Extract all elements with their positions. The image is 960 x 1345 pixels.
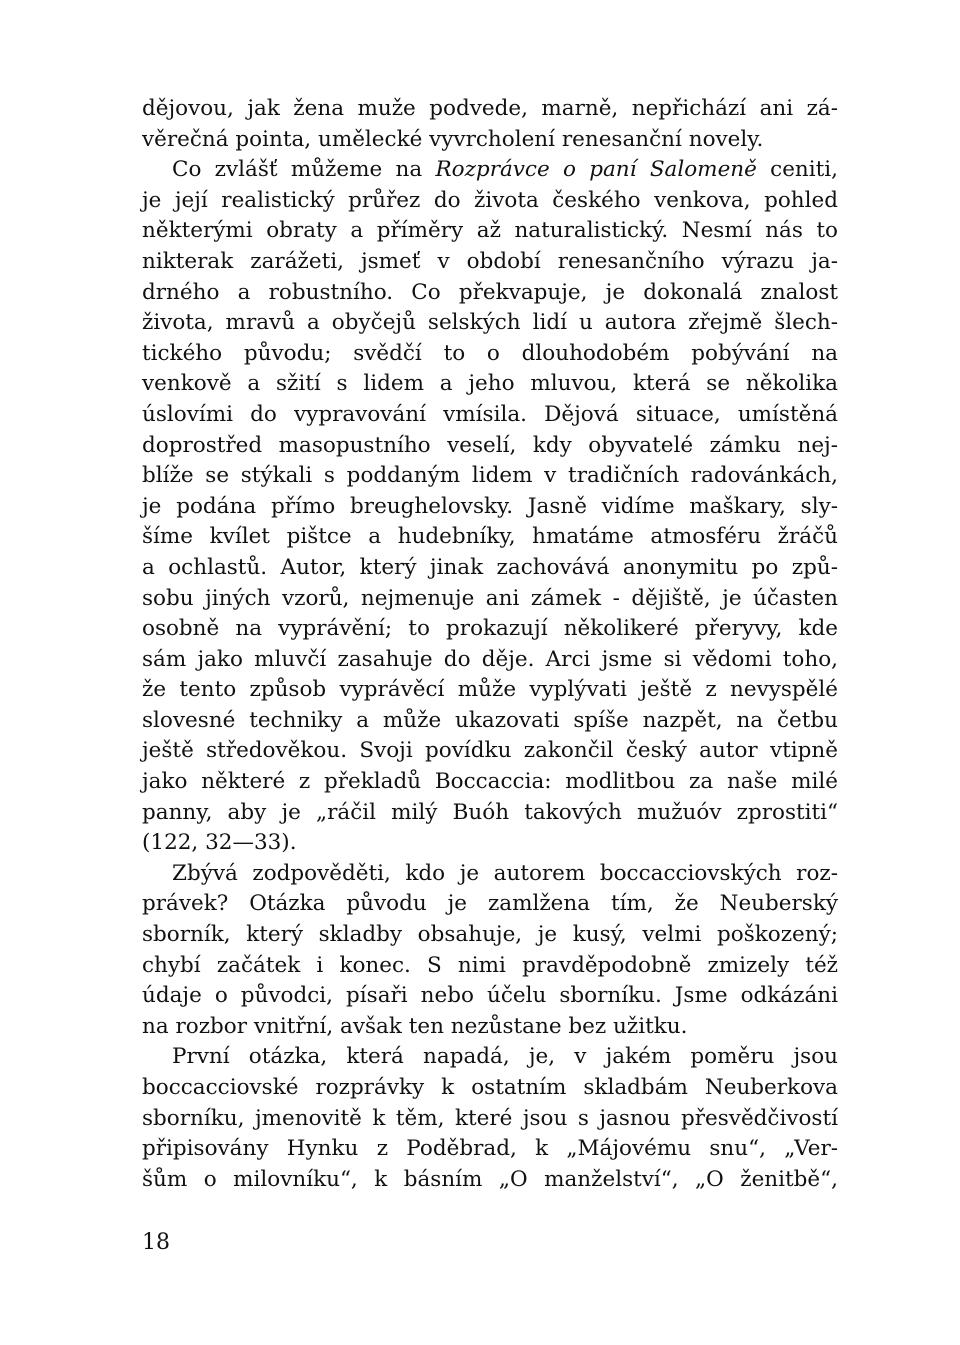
text-line: sborníku, jmenovitě k těm, které jsou s jasnou přesvědčivostí (142, 1105, 838, 1131)
text-line: a ochlastů. Autor, který jinak zachovává anonymitu po způ- (142, 554, 838, 580)
body-text (142, 94, 838, 1195)
text-line: života, mravů a obyčejů selských lidí u autora zřejmě šlech- (142, 310, 838, 336)
text-line: blíže se stýkali s poddaným lidem v tradičních radovánkách, (142, 463, 838, 489)
text-line: doprostřed masopustního veselí, kdy obyvatelé zámku nej- (142, 432, 838, 458)
text-line: že tento způsob vyprávěcí může vyplývati ještě z nevyspělé (142, 677, 838, 703)
italic-title: Rozprávce o paní Salomeně (435, 157, 757, 183)
text-line: je podána přímo breughelovsky. Jasně vidíme maškary, sly- (142, 493, 838, 519)
text-line: sobu jiných vzorů, nejmenuje ani zámek - dějiště, je účasten (142, 585, 838, 611)
text-line: tického původu; svědčí to o dlouhodobém pobývání na (142, 340, 838, 366)
text-line: drného a robustního. Co překvapuje, je dokonalá znalost (142, 279, 838, 305)
text-line: právek? Otázka původu je zamlžena tím, že Neuberský (142, 891, 838, 917)
text-line: nikterak zarážeti, jsmeť v období renesančního výrazu ja- (142, 248, 838, 274)
text-line: panny, aby je „ráčil milý Buóh takových mužuóv zprostiti“ (142, 799, 838, 825)
text-line: sám jako mluvčí zasahuje do děje. Arci jsme si vědomi toho, (142, 646, 838, 672)
text-line: První otázka, která napadá, je, v jakém poměru jsou (172, 1044, 838, 1070)
text-line: je její realistický průřez do života českého venkova, pohled (142, 187, 838, 213)
text-line: jako některé z překladů Boccaccia: modlitbou za naše milé (142, 769, 838, 795)
text-line: některými obraty a příměry až naturalistický. Nesmí nás to (142, 218, 838, 244)
text-line: dějovou, jak žena muže podvede, marně, nepřichází ani zá- (142, 96, 838, 121)
text-line: šům o milovníku“, k básním „O manželství“, „O ženitbě“, (142, 1166, 838, 1192)
text-line: Zbývá zodpověděti, kdo je autorem boccacciovských roz- (172, 860, 838, 886)
text-line: připisovány Hynku z Poděbrad, k „Májovému snu“, „Ver- (142, 1136, 838, 1162)
text-line: chybí začátek i konec. S nimi pravděpodobně zmizely též (142, 952, 838, 978)
text-line: venkově a sžití s lidem a jeho mluvou, která se několika (142, 371, 838, 397)
text-segment: Co zvlášť můžeme na (172, 157, 436, 183)
text-line: boccacciovské rozprávky k ostatním skladbám Neuberkova (142, 1075, 838, 1100)
text-line: úslovími do vypravování vmísila. Dějová situace, umístěná (142, 401, 838, 427)
text-line: věrečná pointa, umělecké vyvrcholení renesanční novely. (142, 126, 764, 152)
text-line: údaje o původci, písaři nebo účelu sborníku. Jsme odkázáni (142, 983, 838, 1009)
text-line: ještě středověkou. Svoji povídku zakončil český autor vtipně (142, 738, 838, 764)
page-number: 18 (142, 1230, 170, 1255)
text-line: osobně na vyprávění; to prokazují několikeré přeryvy, kde (142, 616, 838, 642)
text-line: (122, 32—33). (142, 830, 297, 856)
text-line: slovesné techniky a může ukazovati spíše nazpět, na četbu (142, 707, 838, 733)
text-line: sborník, který skladby obsahuje, je kusý, velmi poškozený; (142, 922, 838, 948)
text-segment: ceniti, (756, 157, 839, 183)
text-line (142, 155, 838, 186)
text-line: na rozbor vnitřní, avšak ten nezůstane bez užitku. (142, 1013, 688, 1039)
text-line: šíme kvílet pištce a hudebníky, hmatáme atmosféru žráčů (142, 524, 838, 550)
